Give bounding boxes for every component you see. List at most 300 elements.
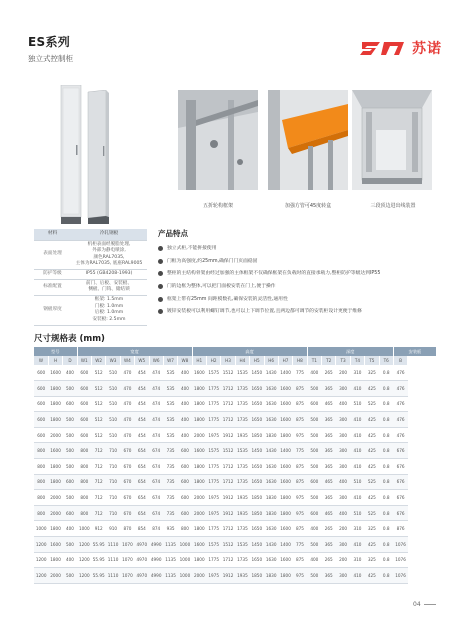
table-cell: 425 — [365, 568, 379, 584]
table-cell: 674 — [149, 474, 163, 490]
table-cell: 535 — [163, 427, 177, 443]
table-cell: 875 — [293, 412, 307, 428]
dims-sub-cell: H6 — [264, 356, 278, 365]
table-cell: 1912 — [221, 490, 235, 506]
table-cell: 975 — [293, 505, 307, 521]
table-cell: 365 — [322, 459, 336, 475]
table-cell: 912 — [92, 521, 106, 537]
spec-value — [71, 240, 147, 270]
table-cell: 0.8 — [379, 427, 393, 443]
table-cell: 1400 — [278, 443, 292, 459]
table-cell: 712 — [92, 459, 106, 475]
table-cell: 2000 — [48, 568, 62, 584]
table-cell: 870 — [120, 521, 134, 537]
table-cell: 1000 — [178, 552, 192, 568]
table-cell: 1935 — [235, 490, 249, 506]
table-cell: 1735 — [235, 474, 249, 490]
table-cell: 1712 — [221, 396, 235, 412]
table-cell: 476 — [393, 396, 407, 412]
table-cell: 500 — [307, 490, 321, 506]
table-cell: 1830 — [264, 568, 278, 584]
table-cell: 1712 — [221, 381, 235, 397]
table-cell: 1535 — [235, 443, 249, 459]
table-cell: 535 — [163, 365, 177, 381]
table-cell: 500 — [63, 443, 77, 459]
table-cell: 1712 — [221, 412, 235, 428]
table-cell: 654 — [135, 490, 149, 506]
spec-value — [71, 296, 147, 326]
table-cell: 1800 — [278, 568, 292, 584]
table-cell: 800 — [34, 443, 48, 459]
table-cell: 600 — [34, 412, 48, 428]
table-cell: 55.95 — [92, 568, 106, 584]
table-cell: 500 — [63, 459, 77, 475]
page-subtitle: 独立式控制柜 — [28, 54, 73, 63]
table-cell: 525 — [365, 396, 379, 412]
dims-sub-cell: H — [48, 356, 62, 365]
table-cell: 510 — [106, 381, 120, 397]
table-cell: 1575 — [207, 443, 221, 459]
table-cell: 1200 — [34, 537, 48, 553]
dims-group-cell: 高度 — [192, 347, 307, 356]
table-cell: 310 — [350, 552, 364, 568]
photo-caption: 三段顶边进出线装置 — [370, 203, 416, 209]
table-cell: 400 — [63, 521, 77, 537]
table-cell: 425 — [365, 443, 379, 459]
table-cell: 325 — [365, 365, 379, 381]
table-cell: 600 — [77, 381, 91, 397]
spec-table — [34, 229, 147, 326]
table-cell: 1935 — [235, 568, 249, 584]
table-cell: 0.8 — [379, 459, 393, 475]
table-row — [34, 490, 437, 506]
table-row — [34, 459, 437, 475]
table-cell: 1076 — [393, 552, 407, 568]
table-cell: 654 — [135, 443, 149, 459]
table-cell: 200 — [336, 365, 350, 381]
table-cell: 600 — [34, 381, 48, 397]
dims-group-header — [34, 347, 437, 356]
table-cell: 535 — [163, 412, 177, 428]
table-cell: 1600 — [278, 381, 292, 397]
dims-sub-cell: W3 — [106, 356, 120, 365]
table-cell: 400 — [178, 365, 192, 381]
table-cell: 1512 — [221, 365, 235, 381]
feature-text: 框架上带有25mm 间距模数孔,确保安装的灵活性,通用性 — [167, 296, 288, 302]
dims-sub-cell: T5 — [365, 356, 379, 365]
spec-row — [34, 296, 147, 326]
table-cell: 470 — [120, 412, 134, 428]
table-cell: 735 — [163, 474, 177, 490]
table-cell: 4990 — [149, 568, 163, 584]
table-cell: 2000 — [192, 427, 206, 443]
table-row — [34, 381, 437, 397]
spec-row — [34, 270, 147, 280]
dims-sub-header — [34, 356, 437, 365]
table-cell: 800 — [34, 505, 48, 521]
table-cell: 1830 — [264, 490, 278, 506]
table-cell: 1630 — [264, 396, 278, 412]
table-cell: 365 — [322, 381, 336, 397]
spec-row — [34, 240, 147, 270]
table-row — [34, 474, 437, 490]
table-row — [34, 365, 437, 381]
table-cell: 1800 — [48, 474, 62, 490]
table-cell: 1630 — [264, 474, 278, 490]
table-cell: 400 — [336, 396, 350, 412]
table-cell: 510 — [350, 505, 364, 521]
dims-sub-cell: W1 — [77, 356, 91, 365]
table-cell: 1600 — [278, 412, 292, 428]
table-cell: 875 — [293, 474, 307, 490]
table-row — [34, 396, 437, 412]
table-cell: 1110 — [106, 537, 120, 553]
table-cell: 670 — [120, 490, 134, 506]
table-cell: 1735 — [235, 381, 249, 397]
table-cell: 800 — [77, 505, 91, 521]
table-cell: 510 — [350, 396, 364, 412]
table-cell: 200 — [336, 552, 350, 568]
table-cell: 0.8 — [379, 396, 393, 412]
table-cell: 410 — [350, 427, 364, 443]
table-cell: 910 — [106, 521, 120, 537]
table-cell: 0.8 — [379, 537, 393, 553]
feature-item — [158, 245, 438, 253]
table-cell: 454 — [135, 396, 149, 412]
table-cell: 1450 — [250, 443, 264, 459]
table-cell: 400 — [336, 505, 350, 521]
table-cell: 1975 — [207, 568, 221, 584]
table-cell: 410 — [350, 381, 364, 397]
table-cell: 2000 — [192, 505, 206, 521]
table-cell: 600 — [77, 427, 91, 443]
table-cell: 1200 — [34, 552, 48, 568]
table-cell: 410 — [350, 412, 364, 428]
bullet-icon — [158, 271, 163, 276]
table-cell: 1135 — [163, 552, 177, 568]
table-cell: 512 — [92, 381, 106, 397]
table-cell: 1110 — [106, 552, 120, 568]
table-cell: 200 — [336, 521, 350, 537]
table-cell: 1712 — [221, 474, 235, 490]
table-cell: 1000 — [178, 537, 192, 553]
table-cell: 1800 — [278, 427, 292, 443]
table-cell: 470 — [120, 381, 134, 397]
spec-value-line: 后板: 1.0mm — [94, 310, 124, 316]
spec-key: 标准配置 — [34, 279, 71, 295]
table-cell: 512 — [92, 427, 106, 443]
table-cell: 4970 — [135, 552, 149, 568]
table-cell: 1775 — [207, 381, 221, 397]
bullet-icon — [158, 297, 163, 302]
table-cell: 1600 — [278, 521, 292, 537]
features-list — [158, 245, 438, 316]
table-cell: 1135 — [163, 537, 177, 553]
table-cell: 600 — [178, 443, 192, 459]
table-cell: 1450 — [250, 537, 264, 553]
table-cell: 300 — [336, 568, 350, 584]
table-cell: 975 — [293, 427, 307, 443]
table-cell: 1800 — [192, 396, 206, 412]
table-cell: 500 — [63, 568, 77, 584]
spec-value-line: IP55 (GB4208-1993) — [85, 271, 133, 277]
table-cell: 1800 — [192, 459, 206, 475]
table-cell: 710 — [106, 443, 120, 459]
table-cell: 1800 — [48, 396, 62, 412]
bullet-icon — [158, 259, 163, 264]
table-cell: 1800 — [48, 412, 62, 428]
table-cell: 476 — [393, 381, 407, 397]
table-cell: 876 — [393, 521, 407, 537]
table-cell: 1076 — [393, 537, 407, 553]
dims-sub-cell: B — [393, 356, 407, 365]
table-cell: 654 — [135, 505, 149, 521]
table-cell: 300 — [336, 381, 350, 397]
table-cell: 854 — [135, 521, 149, 537]
table-cell: 465 — [322, 474, 336, 490]
table-cell: 454 — [135, 381, 149, 397]
table-cell: 676 — [393, 490, 407, 506]
table-cell: 310 — [350, 521, 364, 537]
table-cell: 1600 — [192, 537, 206, 553]
table-cell: 775 — [293, 537, 307, 553]
table-cell: 1800 — [192, 474, 206, 490]
table-cell: 670 — [120, 459, 134, 475]
table-row — [34, 552, 437, 568]
table-cell: 454 — [135, 365, 149, 381]
table-cell: 1735 — [235, 459, 249, 475]
spec-value-line: 主体为RAL7035, 底座RAL9005 — [75, 261, 143, 267]
table-cell: 1775 — [207, 412, 221, 428]
spec-value — [71, 279, 147, 295]
table-cell: 470 — [120, 396, 134, 412]
table-cell: 1975 — [207, 505, 221, 521]
table-cell: 674 — [149, 490, 163, 506]
table-cell: 2000 — [48, 490, 62, 506]
table-cell: 1630 — [264, 459, 278, 475]
table-cell: 1850 — [250, 427, 264, 443]
table-cell: 500 — [307, 381, 321, 397]
table-cell: 500 — [63, 427, 77, 443]
dims-sub-cell: W — [34, 356, 48, 365]
table-cell: 1110 — [106, 568, 120, 584]
table-cell: 0.8 — [379, 505, 393, 521]
table-cell: 1200 — [77, 537, 91, 553]
table-cell: 710 — [106, 459, 120, 475]
product-features — [158, 228, 438, 321]
table-cell: 474 — [149, 396, 163, 412]
table-cell: 600 — [34, 427, 48, 443]
table-row — [34, 412, 437, 428]
table-cell: 712 — [92, 443, 106, 459]
spec-key: 表面处理 — [34, 240, 71, 270]
table-cell: 1712 — [221, 459, 235, 475]
table-cell: 474 — [149, 365, 163, 381]
spec-key: 防护等级 — [34, 270, 71, 280]
table-cell: 1935 — [235, 427, 249, 443]
table-cell: 4990 — [149, 552, 163, 568]
table-cell: 600 — [34, 396, 48, 412]
table-cell: 1735 — [235, 396, 249, 412]
table-cell: 0.8 — [379, 381, 393, 397]
dims-title: 尺寸规格表 (mm) — [34, 334, 105, 344]
table-cell: 410 — [350, 459, 364, 475]
dims-sub-cell: W7 — [163, 356, 177, 365]
brand-logo — [360, 36, 442, 60]
table-cell: 1650 — [250, 412, 264, 428]
table-cell: 365 — [322, 412, 336, 428]
table-cell: 670 — [120, 443, 134, 459]
table-cell: 600 — [307, 396, 321, 412]
table-cell: 975 — [293, 490, 307, 506]
table-cell: 676 — [393, 474, 407, 490]
dims-group-cell: 宽度 — [77, 347, 192, 356]
table-cell: 1600 — [278, 396, 292, 412]
feature-text: 整柜的主结构骨架由经过加强的主体框架不仅确保框架在负载时的直接承载力,整柜防护等级达到IP55 — [167, 271, 381, 277]
table-cell: 674 — [149, 443, 163, 459]
dims-group-cell: 型号 — [34, 347, 77, 356]
table-cell: 875 — [293, 459, 307, 475]
table-cell: 365 — [322, 443, 336, 459]
spec-table-body — [34, 240, 147, 325]
table-cell: 410 — [350, 443, 364, 459]
table-cell: 500 — [307, 427, 321, 443]
cabinet-photo-front — [60, 85, 82, 225]
table-cell: 735 — [163, 490, 177, 506]
table-cell: 1735 — [235, 412, 249, 428]
table-cell: 465 — [322, 396, 336, 412]
table-cell: 1630 — [264, 521, 278, 537]
table-cell: 670 — [120, 505, 134, 521]
dims-sub-cell: H4 — [235, 356, 249, 365]
table-cell: 674 — [149, 459, 163, 475]
table-cell: 1650 — [250, 474, 264, 490]
spec-key: 钢板厚度 — [34, 296, 71, 326]
table-cell: 1800 — [192, 381, 206, 397]
table-cell: 710 — [106, 505, 120, 521]
dims-table-body — [34, 365, 437, 583]
frame-structure-photo — [178, 90, 258, 190]
table-cell: 425 — [365, 412, 379, 428]
table-cell: 775 — [293, 365, 307, 381]
table-cell: 1070 — [120, 552, 134, 568]
table-cell: 600 — [178, 474, 192, 490]
features-title: 产品特点 — [158, 229, 188, 238]
feature-text: 镀锌安装板可以利用螺钉调节,也可以上下调节位置,且两边都可调节的安装柜设计更便于维修 — [167, 309, 362, 315]
table-cell: 500 — [63, 490, 77, 506]
dims-sub-cell: W8 — [178, 356, 192, 365]
table-cell: 1535 — [235, 537, 249, 553]
table-cell: 400 — [307, 552, 321, 568]
table-cell: 800 — [77, 490, 91, 506]
table-cell: 1800 — [278, 505, 292, 521]
table-cell: 1400 — [278, 365, 292, 381]
table-cell: 1070 — [120, 537, 134, 553]
table-cell: 310 — [350, 365, 364, 381]
dims-group-cell: 安装板 — [393, 347, 436, 356]
table-cell: 400 — [178, 412, 192, 428]
table-cell: 400 — [178, 427, 192, 443]
table-cell: 512 — [92, 412, 106, 428]
spec-value-line: 框架: 1.5mm — [94, 297, 124, 303]
table-cell: 600 — [77, 365, 91, 381]
dims-sub-cell: T3 — [336, 356, 350, 365]
table-cell: 800 — [34, 474, 48, 490]
dims-sub-cell: H1 — [192, 356, 206, 365]
table-cell: 4990 — [149, 537, 163, 553]
dims-sub-cell: T1 — [307, 356, 321, 365]
table-cell: 654 — [135, 459, 149, 475]
table-cell: 1630 — [264, 381, 278, 397]
bullet-icon — [158, 246, 163, 251]
table-cell: 510 — [106, 365, 120, 381]
table-cell: 465 — [322, 505, 336, 521]
table-cell: 674 — [149, 505, 163, 521]
table-cell: 500 — [63, 381, 77, 397]
table-cell: 2000 — [192, 490, 206, 506]
table-row — [34, 505, 437, 521]
table-row — [34, 521, 437, 537]
table-cell: 476 — [393, 427, 407, 443]
table-cell: 500 — [307, 459, 321, 475]
sn-logo-icon — [360, 37, 408, 59]
table-cell: 712 — [92, 505, 106, 521]
spec-value — [71, 270, 147, 280]
feature-item — [158, 296, 438, 304]
table-cell: 400 — [178, 381, 192, 397]
table-cell: 1850 — [250, 490, 264, 506]
dims-sub-cell: H8 — [293, 356, 307, 365]
table-row — [34, 568, 437, 584]
spec-value-line: 颜色RAL7035, — [93, 254, 125, 260]
table-cell: 1650 — [250, 396, 264, 412]
table-cell: 474 — [149, 427, 163, 443]
table-cell: 2000 — [48, 505, 62, 521]
table-cell: 535 — [163, 396, 177, 412]
table-cell: 1775 — [207, 474, 221, 490]
table-cell: 510 — [106, 427, 120, 443]
table-cell: 676 — [393, 443, 407, 459]
page-number: 04 — [413, 601, 421, 608]
table-cell: 365 — [322, 427, 336, 443]
table-row — [34, 537, 437, 553]
table-cell: 500 — [63, 412, 77, 428]
table-cell: 1650 — [250, 459, 264, 475]
table-cell: 425 — [365, 427, 379, 443]
table-row — [34, 427, 437, 443]
table-cell: 300 — [336, 459, 350, 475]
feature-item — [158, 270, 438, 278]
table-cell: 1800 — [192, 412, 206, 428]
table-cell: 1512 — [221, 443, 235, 459]
table-cell: 1800 — [48, 381, 62, 397]
table-cell: 600 — [77, 412, 91, 428]
bullet-icon — [158, 284, 163, 289]
table-cell: 735 — [163, 459, 177, 475]
table-cell: 325 — [365, 552, 379, 568]
table-cell: 365 — [322, 568, 336, 584]
table-cell: 712 — [92, 490, 106, 506]
table-cell: 1600 — [192, 443, 206, 459]
table-cell: 410 — [350, 537, 364, 553]
table-cell: 1512 — [221, 537, 235, 553]
table-cell: 1912 — [221, 568, 235, 584]
table-cell: 500 — [307, 537, 321, 553]
feature-text: 门框为高强度,约25mm,确保门门页面稳固 — [167, 258, 258, 264]
table-cell: 875 — [293, 521, 307, 537]
table-cell: 470 — [120, 365, 134, 381]
table-cell: 1600 — [48, 365, 62, 381]
